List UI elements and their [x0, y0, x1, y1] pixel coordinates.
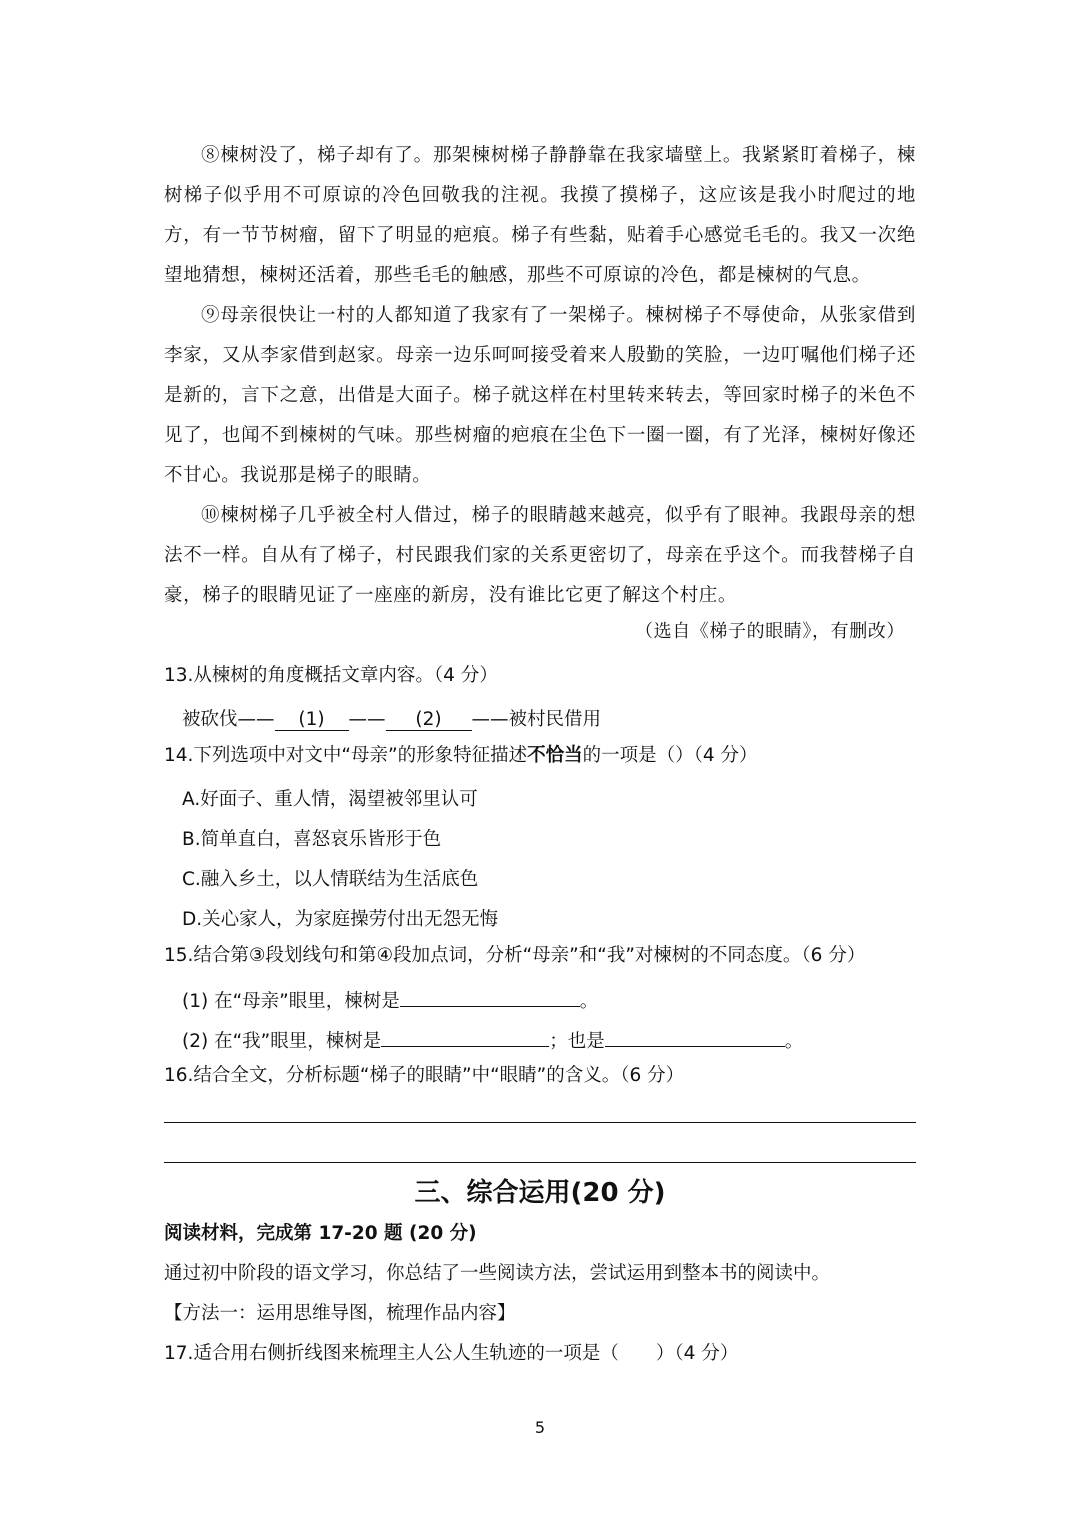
- section-intro: 通过初中阶段的语文学习，你总结了一些阅读方法，尝试运用到整本书的阅读中。: [164, 1263, 831, 1284]
- passage-paragraph-8: ⑧楝树没了，梯子却有了。那架楝树梯子静静靠在我家墙壁上。我紧紧盯着梯子，楝树梯子似乎用不可原谅的冷色回敬我的注视。我摸了摸梯子，这应该是我小时爬过的地方，有一节节树瘤，留下了明显的疤痕。梯子有些黏，贴着手心感觉毛毛的。我又一次绝望地猜想，楝树还活着，那些毛毛的触感，那些不可原谅的冷色，都是楝树的气息。: [164, 145, 916, 286]
- question-13-sequence: 被砍伐—— (1) —— (2) ——被村民借用: [182, 709, 602, 730]
- answer-blank-15-1[interactable]: [400, 985, 580, 1007]
- section-instruction: 阅读材料，完成第 17-20 题 (20 分): [164, 1223, 477, 1244]
- answer-blank-15-2a[interactable]: [381, 1025, 549, 1047]
- answer-blank-2[interactable]: (2): [386, 709, 472, 731]
- question-15-part-1: (1) 在“母亲”眼里，楝树是 。: [182, 985, 598, 1013]
- answer-line-2[interactable]: [164, 1162, 916, 1163]
- option-c[interactable]: C.融入乡土，以人情联结为生活底色: [182, 869, 479, 890]
- question-15-part-2: (2) 在“我”眼里，楝树是 ；也是 。: [182, 1025, 803, 1053]
- method-one-heading: 【方法一：运用思维导图，梳理作品内容】: [164, 1303, 516, 1324]
- option-a[interactable]: A.好面子、重人情，渴望被邻里认可: [182, 789, 478, 810]
- passage-paragraph-10: ⑩楝树梯子几乎被全村人借过，梯子的眼睛越来越亮，似乎有了眼神。我跟母亲的想法不一样。自从有了梯子，村民跟我们家的关系更密切了，母亲在乎这个。而我替梯子自豪，梯子的眼睛见证了一座座的新房，没有谁比它更了解这个村庄。: [164, 505, 916, 606]
- answer-line-1[interactable]: [164, 1122, 916, 1123]
- question-13: 13.从楝树的角度概括文章内容。（4 分）: [164, 665, 498, 686]
- question-16: 16.结合全文，分析标题“梯子的眼睛”中“眼睛”的含义。（6 分）: [164, 1065, 685, 1086]
- question-15: 15.结合第③段划线句和第④段加点词，分析“母亲”和“我”对楝树的不同态度。（6 分）: [164, 945, 866, 966]
- section-title: 三、综合运用(20 分): [414, 1178, 666, 1208]
- answer-blank-1[interactable]: (1): [275, 709, 349, 731]
- question-14: 14.下列选项中对文中“母亲”的形象特征描述不恰当的一项是（）（4 分）: [164, 745, 758, 766]
- option-d[interactable]: D.关心家人，为家庭操劳付出无怨无悔: [182, 909, 499, 930]
- question-17: 17.适合用右侧折线图来梳理主人公人生轨迹的一项是（ ）（4 分）: [164, 1343, 739, 1364]
- option-b[interactable]: B.简单直白，喜怒哀乐皆形于色: [182, 829, 442, 850]
- passage-source: （选自《梯子的眼睛》，有删改）: [635, 621, 905, 642]
- answer-blank-15-2b[interactable]: [605, 1025, 785, 1047]
- passage-paragraph-9: ⑨母亲很快让一村的人都知道了我家有了一架梯子。楝树梯子不辱使命，从张家借到李家，又从李家借到赵家。母亲一边乐呵呵接受着来人殷勤的笑脸，一边叮嘱他们梯子还是新的，言下之意，出借是大面子。梯子就这样在村里转来转去，等回家时梯子的米色不见了，也闻不到楝树的气味。那些树瘤的疤痕在尘色下一圈一圈，有了光泽，楝树好像还不甘心。我说那是梯子的眼睛。: [164, 305, 916, 486]
- page-number: 5: [534, 1418, 546, 1437]
